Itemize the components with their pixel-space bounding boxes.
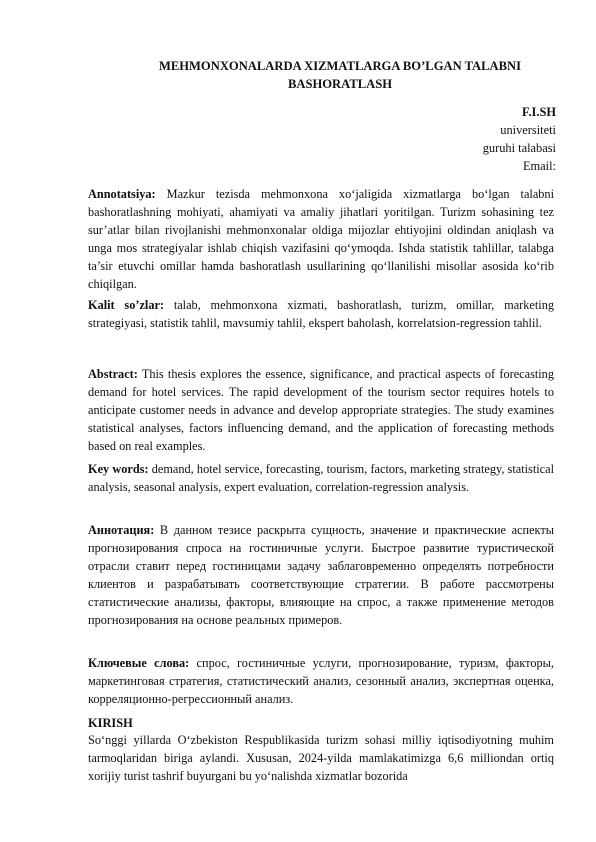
author-block — [483, 103, 556, 175]
annotation-ru-text: В данном тезисе раскрыта сущность, значение и практические аспекты прогнозирования спроса на гостиничные услуги. Быстрое развитие туристической отрасли ставит перед гостиницами задачу заблаговременно определять потребности клиентов и разрабатывать соответствующие стратегии. В работе рассмотрены статистические анализы, факторы, влияющие на спрос, а также применение методов прогнозирования на основе реальных примеров. — [88, 523, 554, 628]
abstract-en-label: Abstract: — [88, 367, 138, 381]
author-email: Email: — [522, 159, 556, 173]
keywords-en — [88, 460, 554, 496]
keywords-uz-label: Kalit so’zlar: — [88, 298, 165, 312]
paper-title — [90, 57, 590, 93]
intro-paragraph: So‘nggi yillarda O‘zbekiston Respublikasida turizm sohasi milliy iqtisodiyotning muhim tarmoqlaridan biriga aylandi. Xususan, 2024-yilda mamlakatimizga 6,6 milliondan ortiq xorijiy turist tashrif buyurgani bu yo‘nalishda xizmatlar bozorida — [88, 733, 554, 784]
annotation-ru-label: Аннотация: — [88, 523, 155, 537]
keywords-en-text: demand, hotel service, forecasting, tourism, factors, marketing strategy, statistical analysis, seasonal analysis, expert evaluation, correlation-regression analysis. — [88, 462, 555, 495]
keywords-uz — [88, 296, 554, 332]
keywords-ru-text: спрос, гостиничные услуги, прогнозирование, туризм, факторы, маркетинговая стратегия, статистический анализ, сезонный анализ, экспертная оценка, корреляционно-регрессионный анализ. — [88, 656, 554, 707]
annotation-uz-label: Annotatsiya: — [88, 187, 156, 201]
keywords-ru — [88, 654, 554, 708]
author-group: guruhi talabasi — [482, 141, 556, 155]
author-university: universiteti — [500, 123, 556, 137]
annotation-uz — [88, 185, 554, 294]
keywords-ru-label: Ключевые слова: — [88, 656, 190, 670]
abstract-en — [88, 365, 554, 455]
annotation-uz-text: Mazkur tezisda mehmonxona xo‘jaligida xizmatlarga bo‘lgan talabni bashoratlashning mohiyati, ahamiyati va amaliy jihatlari yoritilgan. Turizm sohasining tez sur’atlar bilan rivojlanishi mehmonxonalar oldiga mijozlar ehtiyojini oldindan aniqlash va unga mos strategiyalar ishlab chiqish vazifasini qo‘ymoqda. Ishda statistik tahlillar, talabga ta’sir etuvchi omillar hamda bashoratlash usullarining qo‘llanilishi misollar asosida ko‘rib chiqilgan. — [88, 187, 554, 292]
paper-title-line-2: BASHORATLASH — [287, 77, 393, 91]
keywords-uz-text: talab, mehmonxona xizmati, bashoratlash, turizm, omillar, marketing strategiyasi, statistik tahlil, mavsumiy tahlil, ekspert baholash, korrelatsion-regression tahlil. — [88, 298, 554, 331]
annotation-ru — [88, 521, 554, 630]
abstract-en-text: This thesis explores the essence, significance, and practical aspects of forecasting demand for hotel services. The rapid development of the tourism sector requires hotels to anticipate customer needs in advance and develop appropriate strategies. The study examines statistical analyses, factors influencing demand, and the application of forecasting methods based on real examples. — [88, 367, 554, 454]
author-name: F.I.SH — [522, 105, 556, 119]
paper-title-line-1: MEHMONXONALARDA XIZMATLARGA BO’LGAN TALABNI — [158, 59, 522, 73]
section-heading-kirish: KIRISH — [88, 716, 133, 730]
keywords-en-label: Key words: — [88, 462, 149, 476]
